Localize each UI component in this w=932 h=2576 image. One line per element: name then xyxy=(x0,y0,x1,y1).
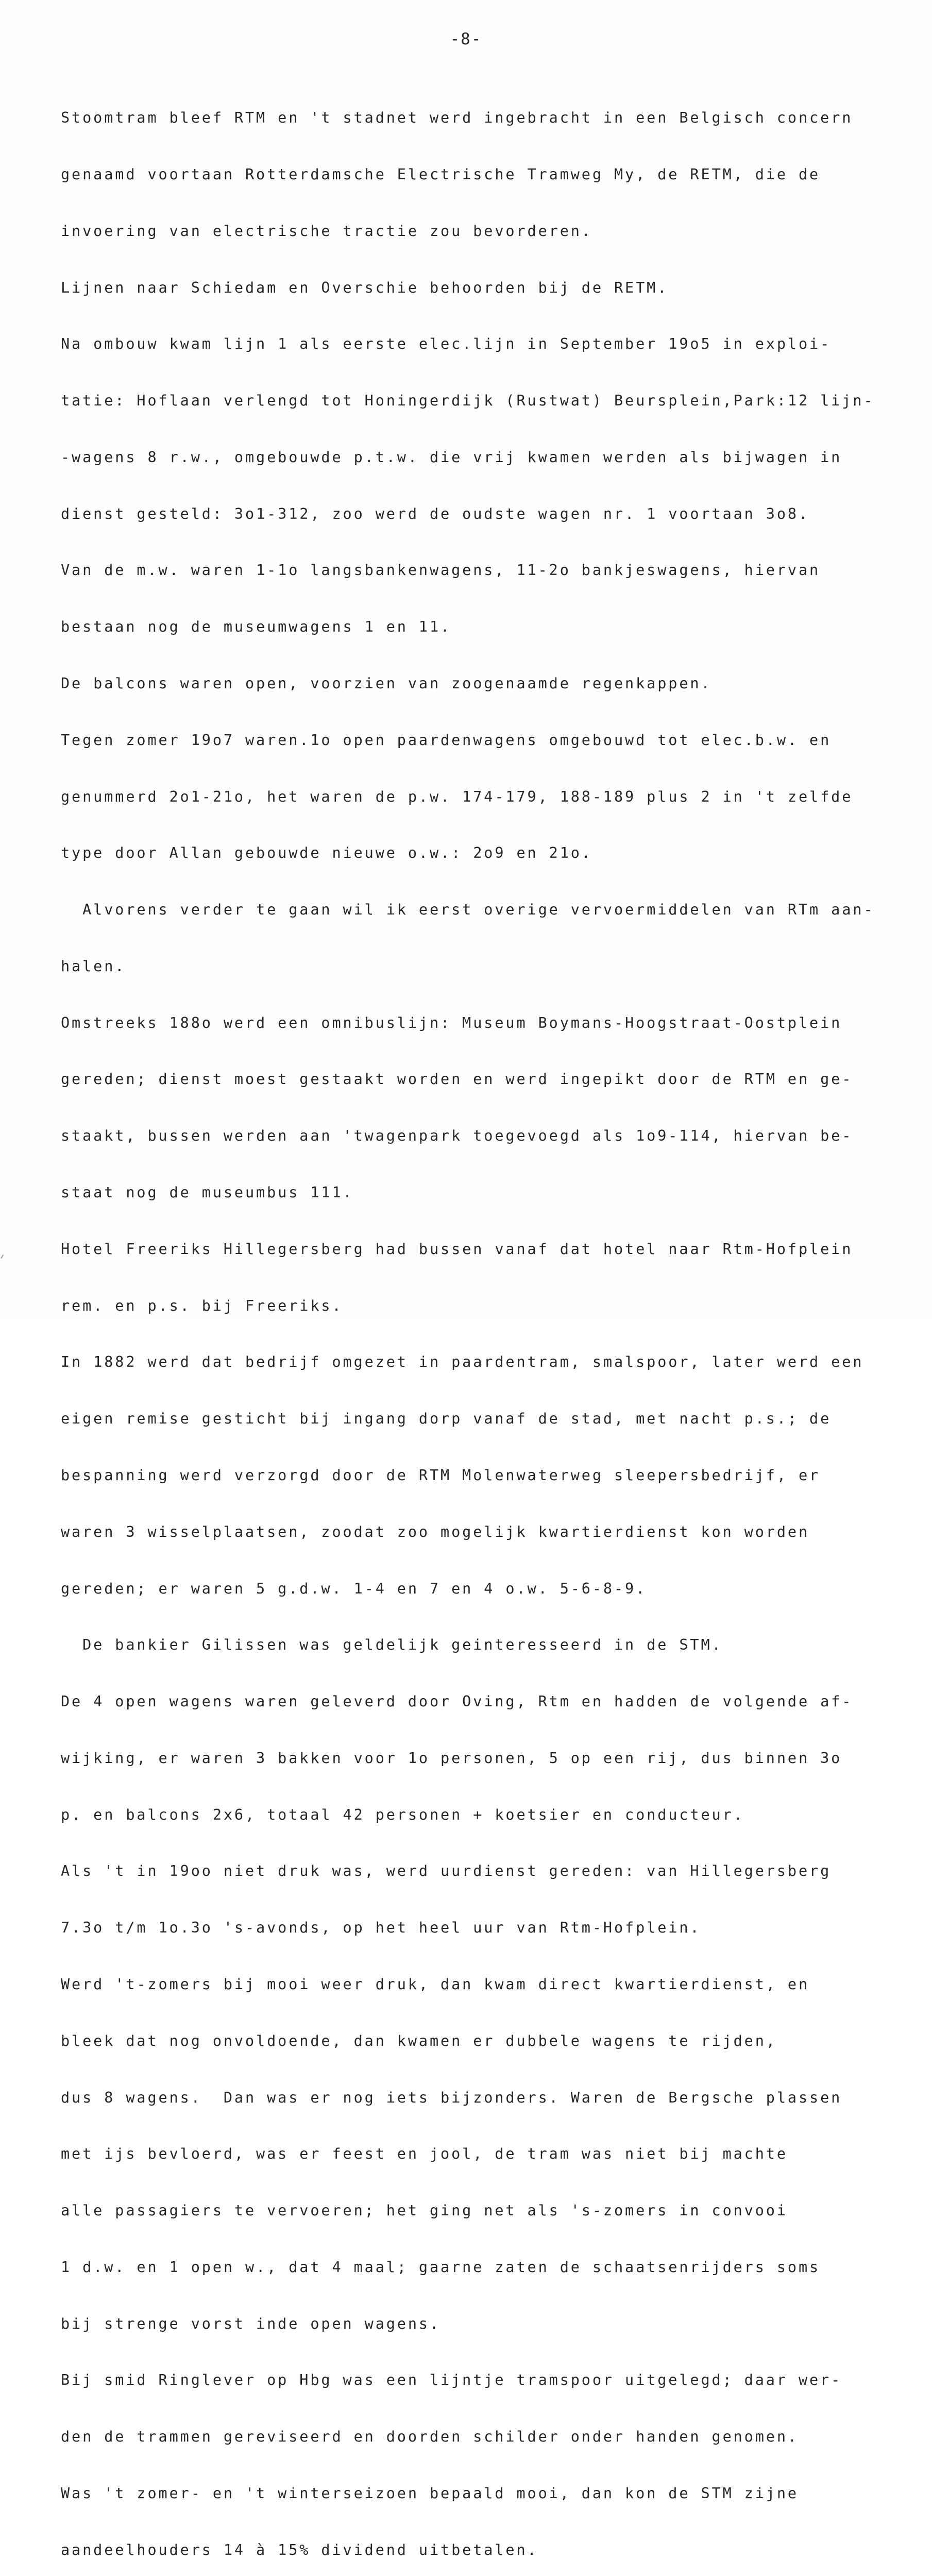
text-line: De bankier Gilissen was geldelijk geinteresseerd in de STM. xyxy=(61,1636,723,1654)
text-line: rem. en p.s. bij Freeriks. xyxy=(61,1297,343,1314)
text-line: gereden; er waren 5 g.d.w. 1-4 en 7 en 4 o.w. 5-6-8-9. xyxy=(61,1580,647,1597)
text-line: Alvorens verder te gaan wil ik eerst overige vervoermiddelen van RTm aan- xyxy=(61,901,875,919)
text-line: genummerd 2o1-21o, het waren de p.w. 174-179, 188-189 plus 2 in 't zelfde xyxy=(61,788,853,805)
text-line: Als 't in 19oo niet druk was, werd uurdienst gereden: van Hillegersberg xyxy=(61,1862,832,1880)
text-line: gereden; dienst moest gestaakt worden en werd ingepikt door de RTM en ge- xyxy=(61,1071,853,1088)
text-line: Na ombouw kwam lijn 1 als eerste elec.lijn in September 19o5 in exploi- xyxy=(61,335,832,353)
text-line: Stoomtram bleef RTM en 't stadnet werd ingebracht in een Belgisch concern xyxy=(61,109,853,127)
text-line: Van de m.w. waren 1-1o langsbankenwagens, 11-2o bankjeswagens, hiervan xyxy=(61,562,821,579)
text-line: p. en balcons 2x6, totaal 42 personen + koetsier en conducteur. xyxy=(61,1806,744,1823)
text-line: Lijnen naar Schiedam en Overschie behoorden bij de RETM. xyxy=(61,279,669,296)
text-line: staakt, bussen werden aan 'twagenpark toegevoegd als 1o9-114, hiervan be- xyxy=(61,1127,853,1145)
text-line: met ijs bevloerd, was er feest en jool, de tram was niet bij machte xyxy=(61,2145,788,2163)
text-line: aandeelhouders 14 à 15% dividend uitbetalen. xyxy=(61,2541,538,2558)
text-line: bestaan nog de museumwagens 1 en 11. xyxy=(61,618,452,636)
text-line: De balcons waren open, voorzien van zoogenaamde regenkappen. xyxy=(61,675,712,692)
text-line: genaamd voortaan Rotterdamsche Electrische Tramweg My, de RETM, die de xyxy=(61,165,821,183)
text-line: In 1882 werd dat bedrijf omgezet in paardentram, smalspoor, later werd een xyxy=(61,1353,864,1371)
text-line: dienst gesteld: 3o1-312, zoo werd de oudste wagen nr. 1 voortaan 3o8. xyxy=(61,505,810,522)
page-number: -8- xyxy=(450,30,482,48)
text-line: staat nog de museumbus 111. xyxy=(61,1184,354,1201)
text-line: eigen remise gesticht bij ingang dorp vanaf de stad, met nacht p.s.; de xyxy=(61,1410,832,1428)
text-line: De 4 open wagens waren geleverd door Oving, Rtm en hadden de volgende af- xyxy=(61,1693,853,1710)
text-line: type door Allan gebouwde nieuwe o.w.: 2o9 en 21o. xyxy=(61,844,592,862)
text-line: wijking, er waren 3 bakken voor 1o personen, 5 op een rij, dus binnen 3o xyxy=(61,1749,842,1767)
text-line: Bij smid Ringlever op Hbg was een lijntje tramspoor uitgelegd; daar wer- xyxy=(61,2371,842,2389)
corner-mark xyxy=(1,1255,5,1260)
text-line: waren 3 wisselplaatsen, zoodat zoo mogelijk kwartierdienst kon worden xyxy=(61,1523,810,1540)
text-line: Was 't zomer- en 't winterseizoen bepaald mooi, dan kon de STM zijne xyxy=(61,2485,799,2502)
text-line: bij strenge vorst inde open wagens. xyxy=(61,2315,441,2332)
text-line: 7.3o t/m 1o.3o 's-avonds, op het heel uur van Rtm-Hofplein. xyxy=(61,1919,701,1937)
text-line: Werd 't-zomers bij mooi weer druk, dan kwam direct kwartierdienst, en xyxy=(61,1975,810,1993)
text-line: dus 8 wagens. Dan was er nog iets bijzonders. Waren de Bergsche plassen xyxy=(61,2089,842,2106)
text-line: -wagens 8 r.w., omgebouwde p.t.w. die vrij kwamen werden als bijwagen in xyxy=(61,448,842,466)
text-line: invoering van electrische tractie zou bevorderen. xyxy=(61,222,592,240)
text-line: Tegen zomer 19o7 waren.1o open paardenwagens omgebouwd tot elec.b.w. en xyxy=(61,731,832,749)
text-line: bespanning werd verzorgd door de RTM Molenwaterweg sleepersbedrijf, er xyxy=(61,1466,821,1484)
text-line: 1 d.w. en 1 open w., dat 4 maal; gaarne zaten de schaatsenrijders soms xyxy=(61,2258,821,2276)
text-line: alle passagiers te vervoeren; het ging net als 's-zomers in convooi xyxy=(61,2202,788,2219)
text-line: halen. xyxy=(61,957,126,975)
text-line: bleek dat nog onvoldoende, dan kwamen er dubbele wagens te rijden, xyxy=(61,2032,777,2049)
text-line: Hotel Freeriks Hillegersberg had bussen vanaf dat hotel naar Rtm-Hofplein xyxy=(61,1240,853,1258)
text-line: tatie: Hoflaan verlengd tot Honingerdijk (Rustwat) Beursplein,Park:12 lijn- xyxy=(61,392,875,410)
text-line: den de trammen gereviseerd en doorden schilder onder handen genomen. xyxy=(61,2428,799,2446)
typed-text-body xyxy=(61,71,916,2576)
text-line: Omstreeks 188o werd een omnibuslijn: Museum Boymans-Hoogstraat-Oostplein xyxy=(61,1014,842,1031)
